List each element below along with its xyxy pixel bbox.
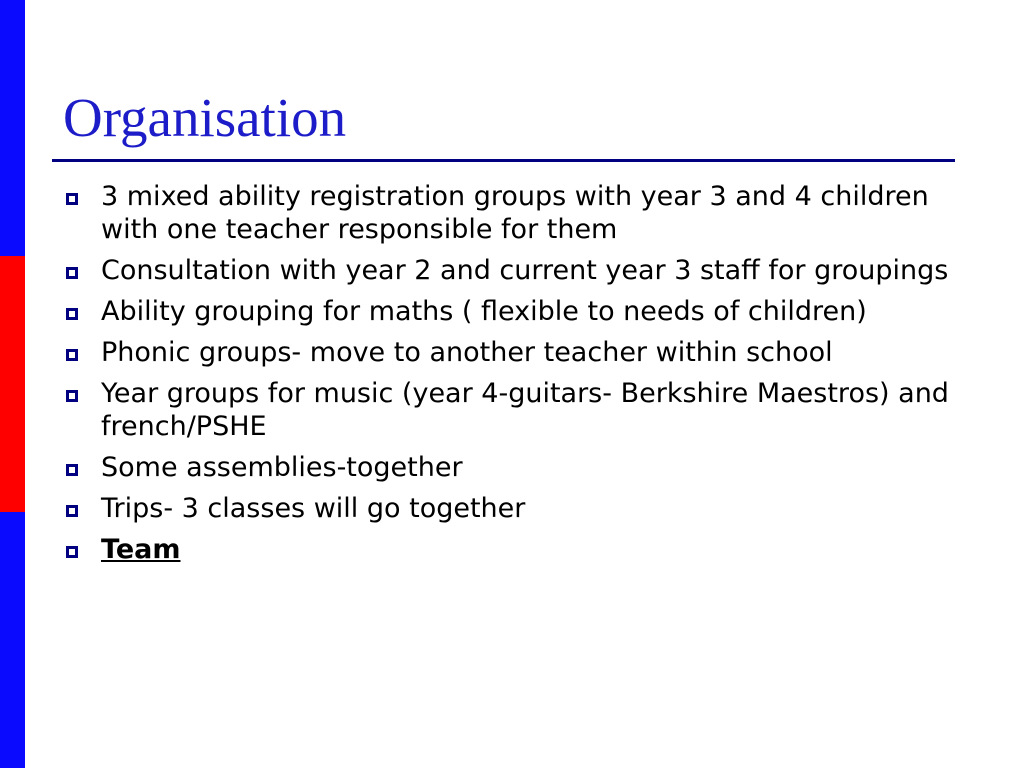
square-bullet-icon <box>66 308 78 320</box>
bullet-item <box>60 254 960 287</box>
square-bullet-icon <box>66 349 78 361</box>
side-bar-red-middle <box>0 256 25 512</box>
bullet-text: Some assemblies-together <box>101 452 463 483</box>
bullet-item <box>60 492 960 525</box>
title-underline-rule <box>52 159 955 162</box>
square-bullet-icon <box>66 267 78 279</box>
square-bullet-icon <box>66 505 78 517</box>
square-bullet-icon <box>66 390 78 402</box>
bullet-item <box>60 451 960 484</box>
square-bullet-icon <box>66 546 78 558</box>
bullet-text: Year groups for music (year 4-guitars- Berkshire Maestros) and french/PSHE <box>101 378 949 442</box>
side-color-bar <box>0 0 25 768</box>
square-bullet-icon <box>66 464 78 476</box>
bullet-item <box>60 336 960 369</box>
bullet-item <box>60 180 960 246</box>
bullet-item <box>60 377 960 443</box>
slide-title: Organisation <box>63 87 347 148</box>
side-bar-blue-top <box>0 0 25 256</box>
bullet-text-team: Team <box>101 534 181 565</box>
square-bullet-icon <box>66 193 78 205</box>
bullet-text: 3 mixed ability registration groups with year 3 and 4 children with one teacher responsible for them <box>101 181 929 245</box>
bullet-text: Consultation with year 2 and current year 3 staff for groupings <box>101 255 949 286</box>
bullet-text: Trips- 3 classes will go together <box>101 493 526 524</box>
bullet-text: Ability grouping for maths ( flexible to needs of children) <box>101 296 867 327</box>
bullet-list <box>60 180 960 574</box>
bullet-item <box>60 295 960 328</box>
bullet-item <box>60 533 960 566</box>
side-bar-blue-bottom <box>0 512 25 768</box>
bullet-text: Phonic groups- move to another teacher within school <box>101 337 833 368</box>
